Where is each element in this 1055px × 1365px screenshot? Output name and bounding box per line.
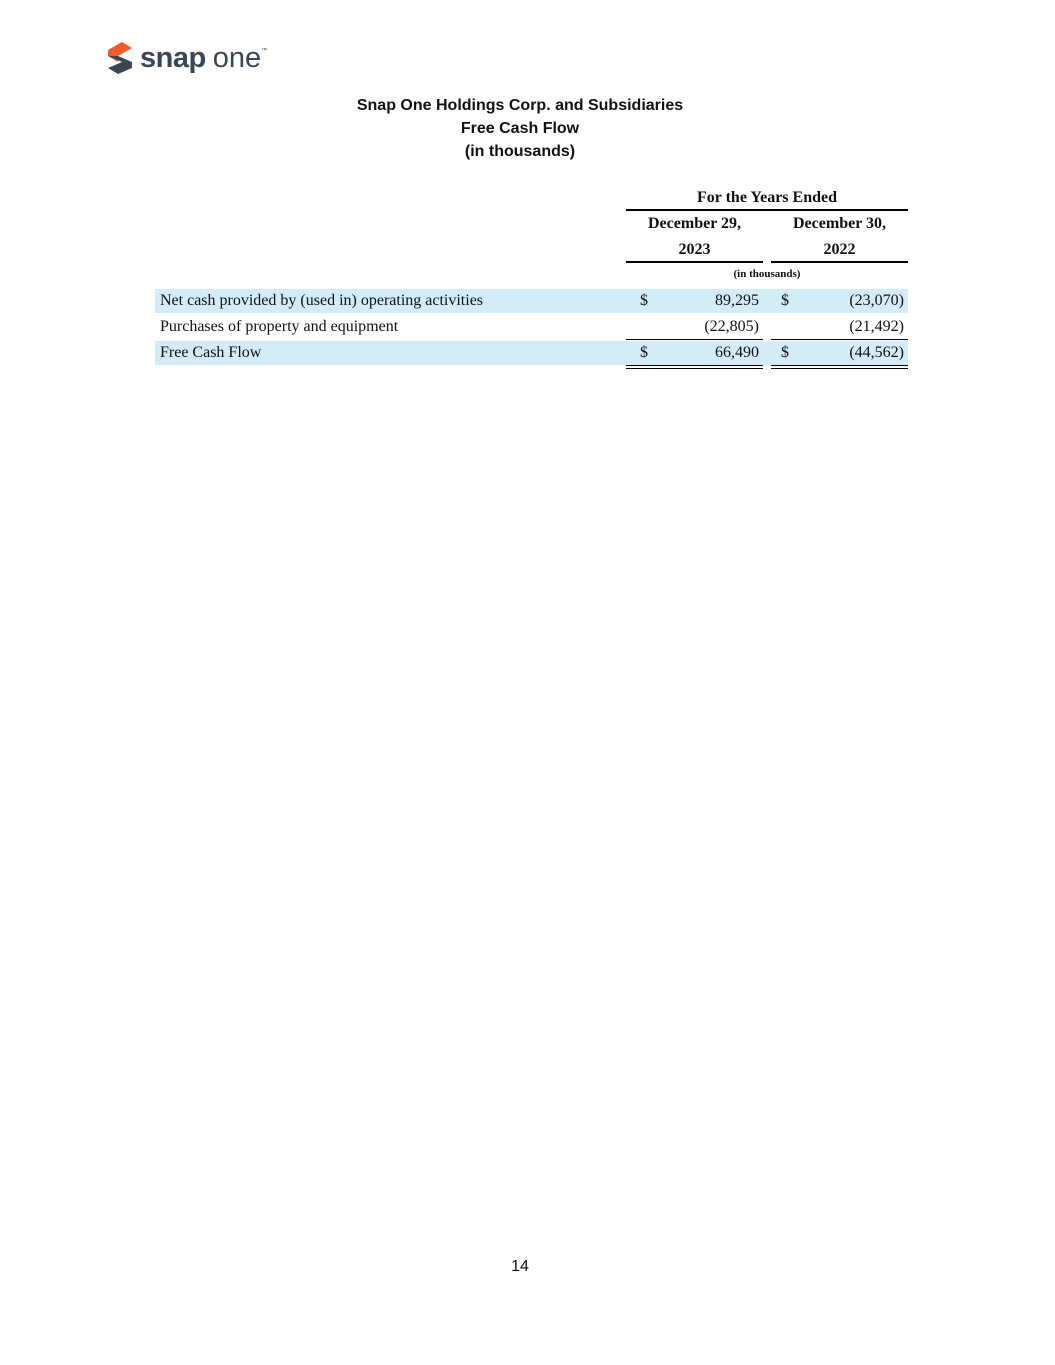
row-label: Free Cash Flow xyxy=(160,344,262,361)
value-2022: (21,492) xyxy=(849,318,904,335)
period-header: For the Years Ended xyxy=(697,189,837,206)
column-header-2023-year: 2023 xyxy=(678,241,711,258)
column-header-2022-date: December 30, xyxy=(793,215,886,232)
column-header-2023-date: December 29, xyxy=(648,215,741,232)
total-double-rule-2023 xyxy=(626,365,763,366)
value-2023: 66,490 xyxy=(715,344,759,361)
total-double-rule-2022 xyxy=(771,368,908,369)
table-row xyxy=(155,341,908,365)
units-title: (in thousands) xyxy=(464,143,576,160)
column-rule-2023 xyxy=(626,261,763,263)
total-double-rule-2022 xyxy=(771,365,908,366)
column-rule-2022 xyxy=(771,261,908,263)
units-label: (in thousands) xyxy=(733,268,801,280)
logo-word-one: one xyxy=(212,41,262,74)
currency-symbol: $ xyxy=(640,292,648,309)
total-double-rule-2023 xyxy=(626,368,763,369)
statement-title: Free Cash Flow xyxy=(460,120,580,137)
value-2023: (22,805) xyxy=(704,318,759,335)
currency-symbol: $ xyxy=(781,292,789,309)
header-rule xyxy=(626,209,908,211)
subtotal-rule-2023 xyxy=(626,339,763,340)
value-2022: (23,070) xyxy=(849,292,904,309)
company-logo xyxy=(104,40,267,76)
report-title-block xyxy=(0,94,1040,163)
row-label: Net cash provided by (used in) operating activities xyxy=(160,292,484,309)
logo-word-snap: snap xyxy=(140,41,206,74)
value-2022: (44,562) xyxy=(849,344,904,361)
subtotal-rule-2022 xyxy=(771,339,908,340)
currency-symbol: $ xyxy=(781,344,789,361)
column-header-2022-year: 2022 xyxy=(823,241,856,258)
table-row xyxy=(155,289,908,313)
value-2023: 89,295 xyxy=(715,292,759,309)
page-number: 14 xyxy=(511,1258,529,1275)
company-name-title: Snap One Holdings Corp. and Subsidiaries xyxy=(356,97,684,114)
table-row xyxy=(155,315,908,339)
logo-trademark: ™ xyxy=(261,48,268,54)
snap-one-logo-mark-icon xyxy=(104,40,136,76)
row-label: Purchases of property and equipment xyxy=(160,318,399,335)
currency-symbol: $ xyxy=(640,344,648,361)
